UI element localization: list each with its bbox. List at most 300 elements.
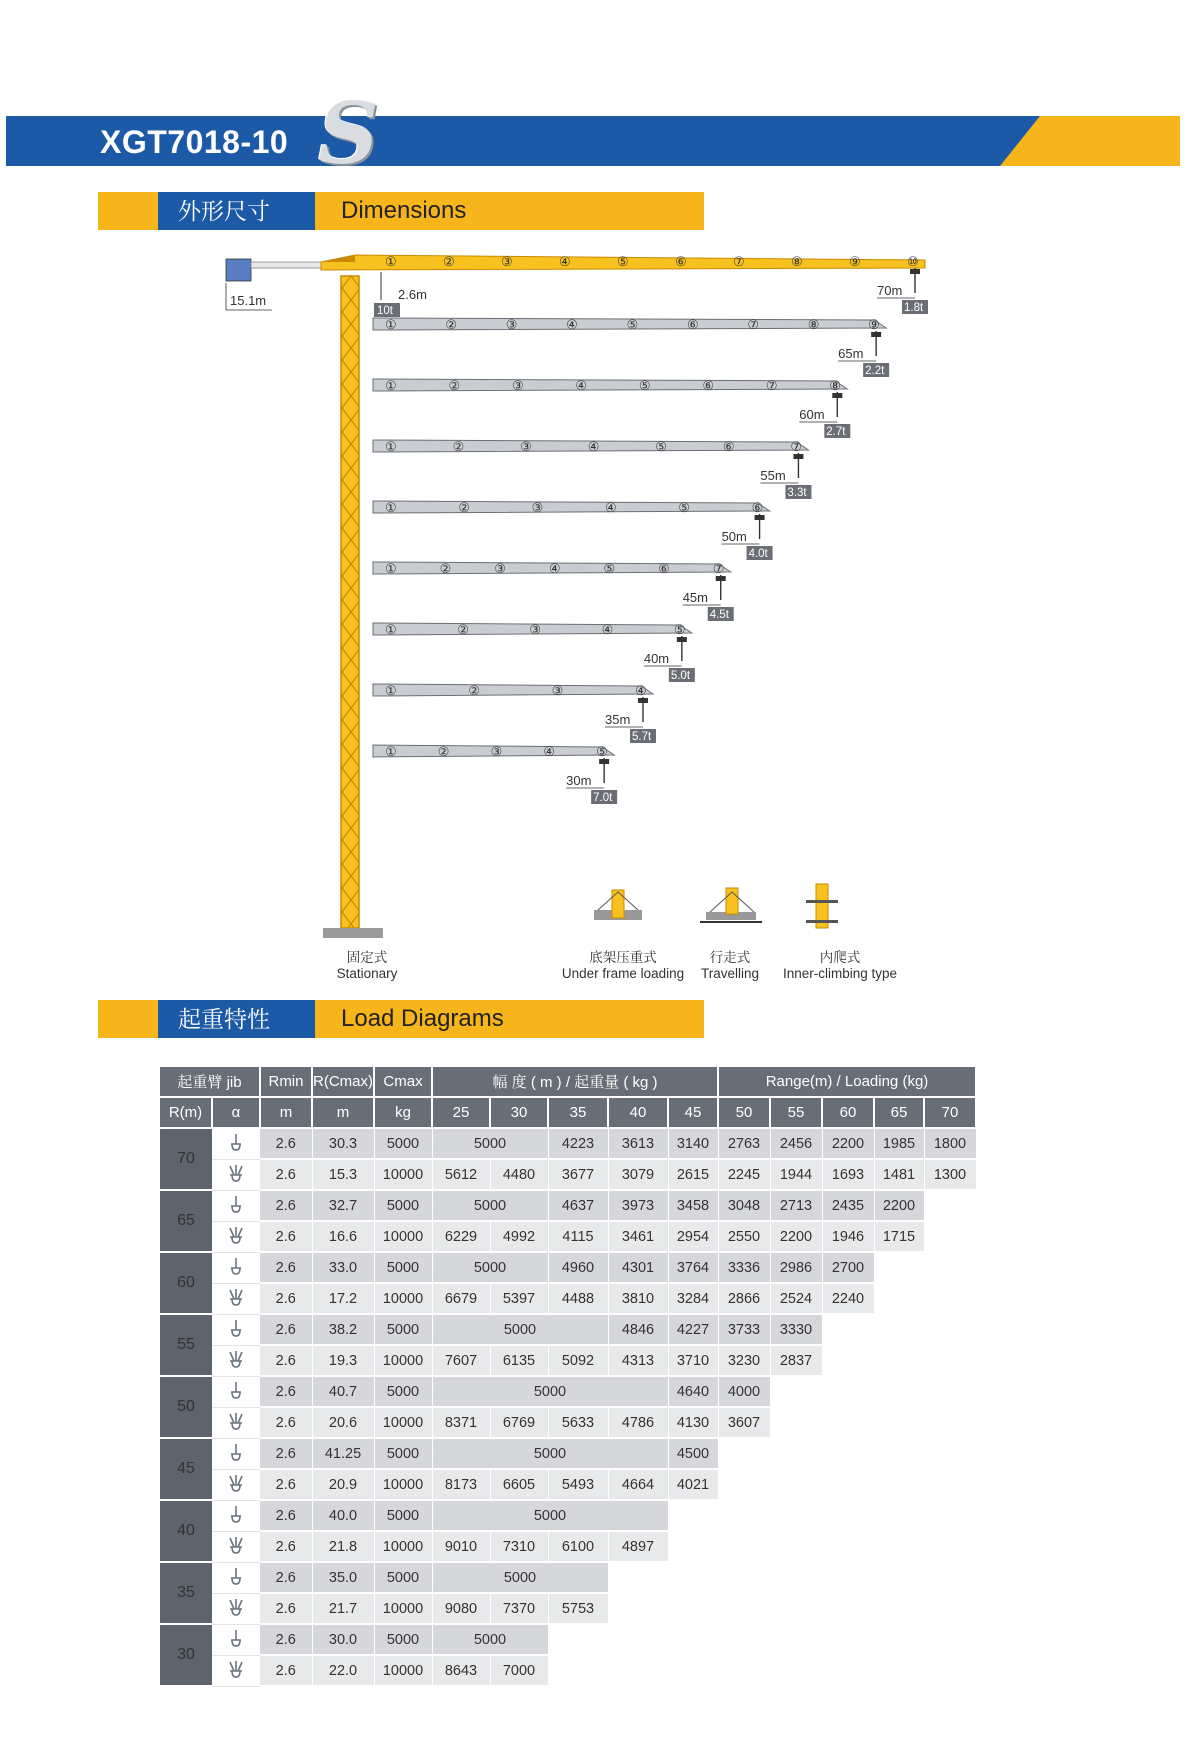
- load-cell: 3461: [608, 1221, 668, 1252]
- table-row: [160, 1376, 976, 1407]
- rcmax-cell: 21.7: [312, 1593, 374, 1624]
- section-number: ⑦: [790, 439, 803, 454]
- jib-length-cell: 55: [160, 1314, 212, 1376]
- load-cell: 7607: [432, 1345, 490, 1376]
- jib-length-label: 55m: [760, 468, 786, 483]
- jib-length-cell: 45: [160, 1438, 212, 1500]
- rcmax-cell: 19.3: [312, 1345, 374, 1376]
- load-cell: 2700: [822, 1252, 874, 1283]
- section-number: ②: [439, 561, 452, 576]
- jib-length-label: 45m: [682, 590, 709, 605]
- section-number: ⑤: [617, 254, 629, 269]
- load-cell: 5493: [548, 1469, 608, 1500]
- section-number: ③: [551, 683, 564, 698]
- empty-cell: [770, 1593, 822, 1624]
- load-cell: 2524: [770, 1283, 822, 1314]
- single-hook-icon: [212, 1562, 260, 1593]
- section-number: ①: [385, 254, 397, 269]
- header-range-60: 60: [822, 1097, 874, 1128]
- trolley-icon: [755, 515, 765, 520]
- section-number: ⑧: [791, 254, 803, 269]
- table-row: [160, 1252, 976, 1283]
- empty-cell: [608, 1593, 668, 1624]
- load-cell: 3230: [718, 1345, 770, 1376]
- cmax-cell: 5000: [374, 1438, 432, 1469]
- jib-length-label: 50m: [721, 529, 747, 544]
- empty-cell: [874, 1655, 924, 1686]
- table-row: [160, 1531, 976, 1562]
- section-number: ①: [385, 378, 397, 393]
- load-cell: 4664: [608, 1469, 668, 1500]
- empty-cell: [668, 1500, 718, 1531]
- empty-cell: [924, 1283, 976, 1314]
- empty-cell: [718, 1624, 770, 1655]
- empty-cell: [608, 1655, 668, 1686]
- empty-cell: [874, 1283, 924, 1314]
- caption-under-frame-cn: 底架压重式: [589, 950, 657, 965]
- empty-cell: [668, 1531, 718, 1562]
- header-range-35: 35: [548, 1097, 608, 1128]
- load-cell: 2954: [668, 1221, 718, 1252]
- rcmax-cell: 40.7: [312, 1376, 374, 1407]
- section-number: ⑦: [765, 378, 778, 393]
- rcmax-cell: 38.2: [312, 1314, 374, 1345]
- tip-load-label: 1.8t: [904, 302, 924, 314]
- empty-cell: [924, 1624, 976, 1655]
- load-cell: 2866: [718, 1283, 770, 1314]
- section-number: ②: [452, 439, 465, 454]
- counter-jib-height-label: 15.1m: [230, 293, 267, 308]
- load-cell: 3677: [548, 1159, 608, 1190]
- cmax-cell: 5000: [374, 1500, 432, 1531]
- single-hook-icon: [212, 1128, 260, 1159]
- load-cell: 4301: [608, 1252, 668, 1283]
- section-title-cn: 起重特性: [158, 1000, 315, 1038]
- load-cell: 3764: [668, 1252, 718, 1283]
- caption-inner-climbing-cn: 内爬式: [819, 950, 861, 965]
- load-cell: 1800: [924, 1128, 976, 1159]
- rmin-cell: 2.6: [260, 1221, 312, 1252]
- load-cell: 2763: [718, 1128, 770, 1159]
- load-cell: 5612: [432, 1159, 490, 1190]
- table-row: [160, 1159, 976, 1190]
- section-number: ④: [566, 317, 578, 332]
- double-hook-icon: [212, 1345, 260, 1376]
- section-number: ⑥: [702, 378, 715, 393]
- empty-cell: [822, 1345, 874, 1376]
- jib-length-cell: 40: [160, 1500, 212, 1562]
- tip-load-label: 5.0t: [670, 670, 691, 682]
- load-cell: 7310: [490, 1531, 548, 1562]
- section-number: ⑤: [655, 439, 667, 454]
- cmax-cell: 10000: [374, 1345, 432, 1376]
- empty-cell: [718, 1655, 770, 1686]
- single-hook-icon: [212, 1190, 260, 1221]
- load-cell: 6100: [548, 1531, 608, 1562]
- merged-load-cell: 5000: [432, 1376, 668, 1407]
- header-r: R(m): [160, 1097, 212, 1128]
- empty-cell: [718, 1593, 770, 1624]
- rcmax-cell: 17.2: [312, 1283, 374, 1314]
- empty-cell: [770, 1438, 822, 1469]
- empty-cell: [924, 1593, 976, 1624]
- jib-35m: [373, 683, 656, 743]
- rmin-cell: 2.6: [260, 1345, 312, 1376]
- rcmax-cell: 16.6: [312, 1221, 374, 1252]
- rmin-cell: 2.6: [260, 1655, 312, 1686]
- rcmax-cell: 40.0: [312, 1500, 374, 1531]
- merged-load-cell: 5000: [432, 1562, 608, 1593]
- banner-accent: [1040, 116, 1180, 166]
- empty-cell: [924, 1376, 976, 1407]
- rmin-cell: 2.6: [260, 1438, 312, 1469]
- caption-under-frame-en: Under frame loading: [561, 966, 685, 981]
- rcmax-cell: 41.25: [312, 1438, 374, 1469]
- merged-load-cell: 5000: [432, 1624, 548, 1655]
- jib-length-label: 40m: [643, 651, 670, 666]
- table-row: [160, 1407, 976, 1438]
- empty-cell: [668, 1593, 718, 1624]
- load-cell: 7000: [490, 1655, 548, 1686]
- jib-length-label: 65m: [838, 346, 864, 361]
- single-hook-icon: [212, 1376, 260, 1407]
- empty-cell: [822, 1562, 874, 1593]
- load-cell: 3336: [718, 1252, 770, 1283]
- section-number: ①: [385, 500, 397, 515]
- section-number: ①: [385, 317, 397, 332]
- section-number: ⑥: [751, 500, 764, 515]
- header-range-50: 50: [718, 1097, 770, 1128]
- section-number: ⑨: [849, 254, 861, 269]
- load-cell: 2837: [770, 1345, 822, 1376]
- load-cell: 2986: [770, 1252, 822, 1283]
- section-number: ①: [385, 622, 397, 637]
- empty-cell: [924, 1314, 976, 1345]
- load-cell: 3330: [770, 1314, 822, 1345]
- empty-cell: [924, 1655, 976, 1686]
- jib-length-cell: 60: [160, 1252, 212, 1314]
- header-unit-kg: kg: [374, 1097, 432, 1128]
- empty-cell: [874, 1562, 924, 1593]
- jib-length-label: 60m: [799, 407, 825, 422]
- empty-cell: [874, 1469, 924, 1500]
- load-cell: 2200: [874, 1190, 924, 1221]
- load-cell: 6135: [490, 1345, 548, 1376]
- section-number: ⑨: [868, 317, 880, 332]
- empty-cell: [822, 1500, 874, 1531]
- merged-load-cell: 5000: [432, 1438, 668, 1469]
- load-cell: 8173: [432, 1469, 490, 1500]
- load-table-body: [160, 1128, 976, 1686]
- load-cell: 8371: [432, 1407, 490, 1438]
- rcmax-cell: 20.9: [312, 1469, 374, 1500]
- rcmax-cell: 20.6: [312, 1407, 374, 1438]
- empty-cell: [924, 1562, 976, 1593]
- load-cell: 3079: [608, 1159, 668, 1190]
- empty-cell: [770, 1500, 822, 1531]
- jib-length-cell: 65: [160, 1190, 212, 1252]
- empty-cell: [770, 1407, 822, 1438]
- caption-travelling-en: Travelling: [700, 966, 760, 981]
- section-number: ②: [468, 683, 480, 698]
- section-number: ①: [385, 683, 397, 698]
- load-cell: 4313: [608, 1345, 668, 1376]
- rmin-cell: 2.6: [260, 1562, 312, 1593]
- rmin-cell: 2.6: [260, 1314, 312, 1345]
- base-type-icons: [590, 880, 870, 940]
- caption-inner-climbing-en: Inner-climbing type: [782, 966, 898, 981]
- load-cell: 1946: [822, 1221, 874, 1252]
- section-number: ⑤: [603, 561, 616, 576]
- counterweight: [226, 259, 251, 281]
- empty-cell: [822, 1624, 874, 1655]
- empty-cell: [874, 1438, 924, 1469]
- section-number: ④: [543, 744, 556, 759]
- single-hook-icon: [212, 1252, 260, 1283]
- trolley-icon: [677, 637, 687, 642]
- load-cell: 1693: [822, 1159, 874, 1190]
- empty-cell: [822, 1376, 874, 1407]
- load-cell: 6229: [432, 1221, 490, 1252]
- cmax-cell: 5000: [374, 1190, 432, 1221]
- load-cell: 5092: [548, 1345, 608, 1376]
- section-number: ②: [458, 500, 470, 515]
- section-number: ⑥: [686, 317, 699, 332]
- load-cell: 4480: [490, 1159, 548, 1190]
- table-row: [160, 1283, 976, 1314]
- empty-cell: [770, 1376, 822, 1407]
- table-row: [160, 1438, 976, 1469]
- section-number: ⑦: [712, 561, 725, 576]
- empty-cell: [770, 1655, 822, 1686]
- section-number: ⑤: [596, 744, 608, 759]
- empty-cell: [874, 1531, 924, 1562]
- single-hook-icon: [212, 1438, 260, 1469]
- double-hook-icon: [212, 1531, 260, 1562]
- double-hook-icon: [212, 1593, 260, 1624]
- merged-load-cell: 5000: [432, 1252, 548, 1283]
- cmax-cell: 10000: [374, 1221, 432, 1252]
- empty-cell: [770, 1624, 822, 1655]
- header-range-40: 40: [608, 1097, 668, 1128]
- section-number: ④: [601, 622, 614, 637]
- rmin-cell: 2.6: [260, 1128, 312, 1159]
- empty-cell: [874, 1314, 924, 1345]
- tip-load-label: 4.0t: [748, 548, 768, 560]
- load-cell: 4115: [548, 1221, 608, 1252]
- section-number: ②: [437, 744, 450, 759]
- load-cell: 3973: [608, 1190, 668, 1221]
- empty-cell: [718, 1469, 770, 1500]
- cmax-cell: 5000: [374, 1624, 432, 1655]
- double-hook-icon: [212, 1407, 260, 1438]
- section-number: ④: [548, 561, 561, 576]
- load-cell: 3613: [608, 1128, 668, 1159]
- caption-travelling-cn: 行走式: [709, 950, 751, 965]
- header-range-55: 55: [770, 1097, 822, 1128]
- caption-stationary-en: Stationary: [336, 966, 398, 981]
- load-cell: 3733: [718, 1314, 770, 1345]
- tower-mast: [323, 276, 383, 938]
- mast-base: [323, 928, 383, 938]
- load-cell: 7370: [490, 1593, 548, 1624]
- load-cell: 4500: [668, 1438, 718, 1469]
- cmax-cell: 5000: [374, 1128, 432, 1159]
- section-header-dimensions: [98, 192, 704, 230]
- crane-dimension-drawing: [0, 230, 1200, 990]
- table-row: [160, 1469, 976, 1500]
- max-load-label: 10t: [377, 305, 393, 317]
- merged-load-cell: 5000: [432, 1314, 608, 1345]
- table-row: [160, 1128, 976, 1159]
- rcmax-cell: 33.0: [312, 1252, 374, 1283]
- load-cell: 9010: [432, 1531, 490, 1562]
- load-cell: 4000: [718, 1376, 770, 1407]
- trolley-icon: [793, 454, 803, 459]
- jib-55m: [373, 439, 811, 499]
- jib-length-label: 70m: [877, 283, 903, 298]
- empty-cell: [770, 1562, 822, 1593]
- empty-cell: [718, 1438, 770, 1469]
- jib-50m: [373, 500, 773, 560]
- section-number: ②: [443, 254, 455, 269]
- rmin-cell: 2.6: [260, 1159, 312, 1190]
- load-cell: 1300: [924, 1159, 976, 1190]
- section-number: ③: [494, 561, 506, 576]
- empty-cell: [924, 1407, 976, 1438]
- rcmax-cell: 30.0: [312, 1624, 374, 1655]
- double-hook-icon: [212, 1159, 260, 1190]
- empty-cell: [548, 1655, 608, 1686]
- load-cell: 3710: [668, 1345, 718, 1376]
- section-number: ⑦: [733, 254, 745, 269]
- empty-cell: [874, 1345, 924, 1376]
- cmax-cell: 5000: [374, 1376, 432, 1407]
- single-hook-icon: [212, 1624, 260, 1655]
- cmax-cell: 10000: [374, 1159, 432, 1190]
- load-cell: 6769: [490, 1407, 548, 1438]
- inner-climbing-icon: [806, 884, 838, 928]
- header-jib: 起重臂 jib: [160, 1067, 260, 1097]
- table-row: [160, 1345, 976, 1376]
- header-range-45: 45: [668, 1097, 718, 1128]
- load-cell: 4021: [668, 1469, 718, 1500]
- section-number: ①: [385, 439, 397, 454]
- section-title-en: Dimensions: [341, 197, 467, 224]
- rcmax-cell: 35.0: [312, 1562, 374, 1593]
- load-cell: 4786: [608, 1407, 668, 1438]
- rmin-cell: 2.6: [260, 1190, 312, 1221]
- cmax-cell: 5000: [374, 1252, 432, 1283]
- caption-stationary: [312, 950, 422, 982]
- load-cell: 2200: [770, 1221, 822, 1252]
- jib-length-cell: 70: [160, 1128, 212, 1190]
- section-number: ②: [448, 378, 461, 393]
- section-number: ④: [604, 500, 617, 515]
- section-number: ③: [505, 317, 518, 332]
- load-cell: 5397: [490, 1283, 548, 1314]
- double-hook-icon: [212, 1655, 260, 1686]
- load-cell: 1481: [874, 1159, 924, 1190]
- rcmax-cell: 30.3: [312, 1128, 374, 1159]
- section-number: ⑥: [675, 254, 687, 269]
- table-row: [160, 1624, 976, 1655]
- empty-cell: [924, 1190, 976, 1221]
- table-row: [160, 1593, 976, 1624]
- load-cell: 4130: [668, 1407, 718, 1438]
- cmax-cell: 10000: [374, 1593, 432, 1624]
- section-number: ⑤: [678, 500, 690, 515]
- rmin-cell: 2.6: [260, 1407, 312, 1438]
- load-cell: 2245: [718, 1159, 770, 1190]
- header-range-70: 70: [924, 1097, 976, 1128]
- load-cell: 1715: [874, 1221, 924, 1252]
- load-cell: 2713: [770, 1190, 822, 1221]
- merged-load-cell: 5000: [432, 1128, 548, 1159]
- trolley-icon: [716, 576, 726, 581]
- double-hook-icon: [212, 1221, 260, 1252]
- header-rcmax: R(Cmax): [312, 1067, 374, 1097]
- jib-length-cell: 30: [160, 1624, 212, 1686]
- tip-load-label: 2.7t: [826, 426, 846, 438]
- jib-60m: [373, 378, 850, 438]
- section-number: ③: [529, 622, 542, 637]
- load-cell: 2615: [668, 1159, 718, 1190]
- cmax-cell: 10000: [374, 1469, 432, 1500]
- empty-cell: [822, 1593, 874, 1624]
- merged-load-cell: 5000: [432, 1500, 668, 1531]
- trolley-icon: [599, 759, 609, 764]
- section-number: ⑥: [722, 439, 735, 454]
- load-cell: 2456: [770, 1128, 822, 1159]
- rmin-cell: 2.6: [260, 1283, 312, 1314]
- trolley-icon: [832, 393, 842, 398]
- double-hook-icon: [212, 1283, 260, 1314]
- tip-load-label: 2.2t: [865, 365, 885, 377]
- empty-cell: [822, 1531, 874, 1562]
- section-number: ⑥: [658, 561, 670, 576]
- load-cell: 1985: [874, 1128, 924, 1159]
- header-cmax: Cmax: [374, 1067, 432, 1097]
- load-cell: 4897: [608, 1531, 668, 1562]
- table-header-row-1: [160, 1067, 976, 1097]
- section-number: ④: [559, 254, 571, 269]
- empty-cell: [608, 1562, 668, 1593]
- jib-40m: [373, 622, 695, 682]
- caption-stationary-cn: 固定式: [346, 950, 388, 965]
- cmax-cell: 10000: [374, 1655, 432, 1686]
- trolley-icon: [871, 332, 881, 337]
- section-number: ③: [531, 500, 544, 515]
- table-row: [160, 1314, 976, 1345]
- load-cell: 1944: [770, 1159, 822, 1190]
- cmax-cell: 10000: [374, 1283, 432, 1314]
- empty-cell: [924, 1345, 976, 1376]
- section-number: ⑧: [807, 317, 820, 332]
- table-row: [160, 1562, 976, 1593]
- jib-30m: [373, 744, 617, 804]
- tip-load-label: 4.5t: [709, 609, 729, 621]
- load-cell: 4960: [548, 1252, 608, 1283]
- counter-jib: [226, 259, 321, 310]
- rcmax-cell: 32.7: [312, 1190, 374, 1221]
- header-unit-m2: m: [312, 1097, 374, 1128]
- load-cell: 4640: [668, 1376, 718, 1407]
- load-cell: 5753: [548, 1593, 608, 1624]
- empty-cell: [770, 1469, 822, 1500]
- section-number: ⑧: [829, 378, 841, 393]
- empty-cell: [718, 1531, 770, 1562]
